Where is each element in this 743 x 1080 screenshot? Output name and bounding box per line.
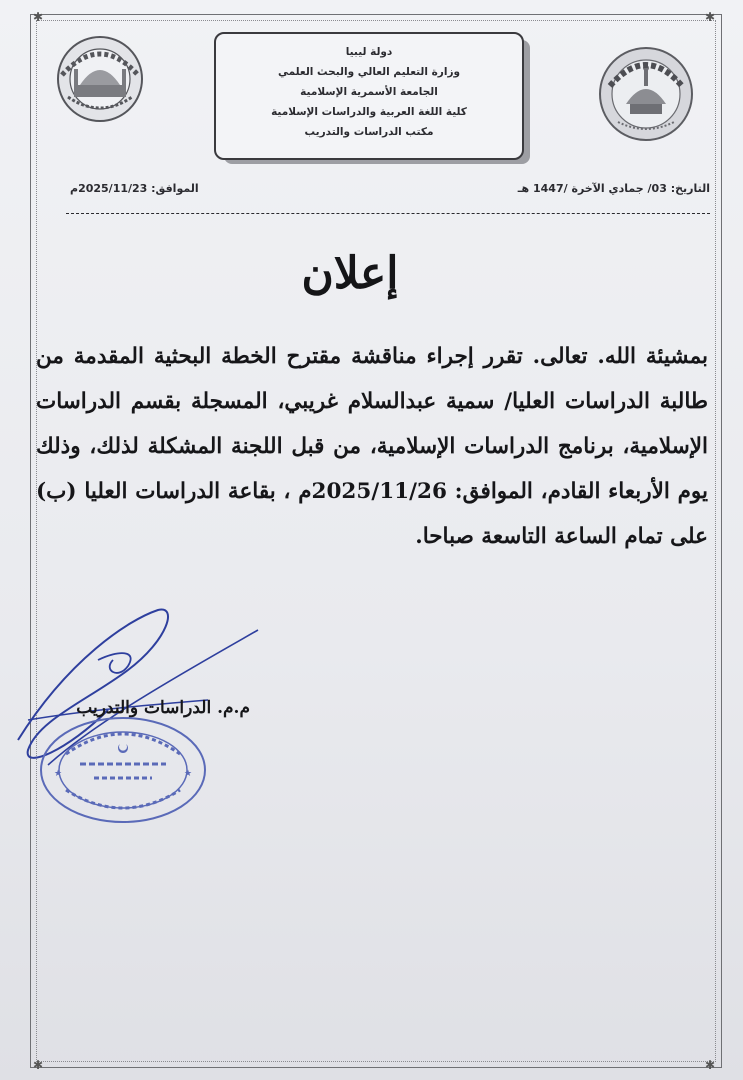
announcement-title: إعلان: [301, 248, 399, 299]
gregorian-date: الموافق: 2025/11/23م: [70, 182, 199, 195]
university-logo-icon: [596, 44, 696, 144]
faculty-logo-icon: [50, 35, 150, 123]
svg-text:★: ★: [184, 769, 193, 779]
corner-ornament-icon: ✱: [705, 1058, 716, 1072]
office-name: مكتب الدراسات والتدريب: [304, 126, 434, 138]
header-separator: [66, 213, 710, 214]
faculty-name: كلية اللغة العربية والدراسات الإسلامية: [271, 106, 467, 118]
university-name: الجامعة الأسمرية الإسلامية: [300, 86, 438, 98]
corner-ornament-icon: ✱: [705, 10, 716, 24]
hijri-date: التاريخ: 03/ جمادي الآخرة /1447 هـ: [517, 182, 710, 195]
country-name: دولة ليبيا: [345, 46, 393, 58]
header-box: [214, 32, 524, 160]
corner-ornament-icon: ✱: [33, 10, 44, 24]
signatory-title: م.م. الدراسات والتدريب: [76, 698, 250, 718]
office-stamp-icon: [38, 714, 208, 826]
announcement-body: بمشيئة الله. تعالى. تقرر إجراء مناقشة مقترح الخطة البحثية المقدمة من طالبة الدراسات العليا/ سمية عبدالسلام غريبي، المسجلة بقسم الدراسات الإسلامية، برنامج الدراسات الإسلامية، من قبل اللجنة المشكلة لذلك، وذلك يوم الأربعاء القادم، الموافق: 2025/11/26م ، بقاعة الدراسات العليا (ب) على تمام الساعة التاسعة صباحا.: [36, 344, 708, 549]
corner-ornament-icon: ✱: [33, 1058, 44, 1072]
svg-text:★: ★: [54, 769, 63, 779]
ministry-name: وزارة التعليم العالي والبحث العلمي: [277, 66, 461, 78]
